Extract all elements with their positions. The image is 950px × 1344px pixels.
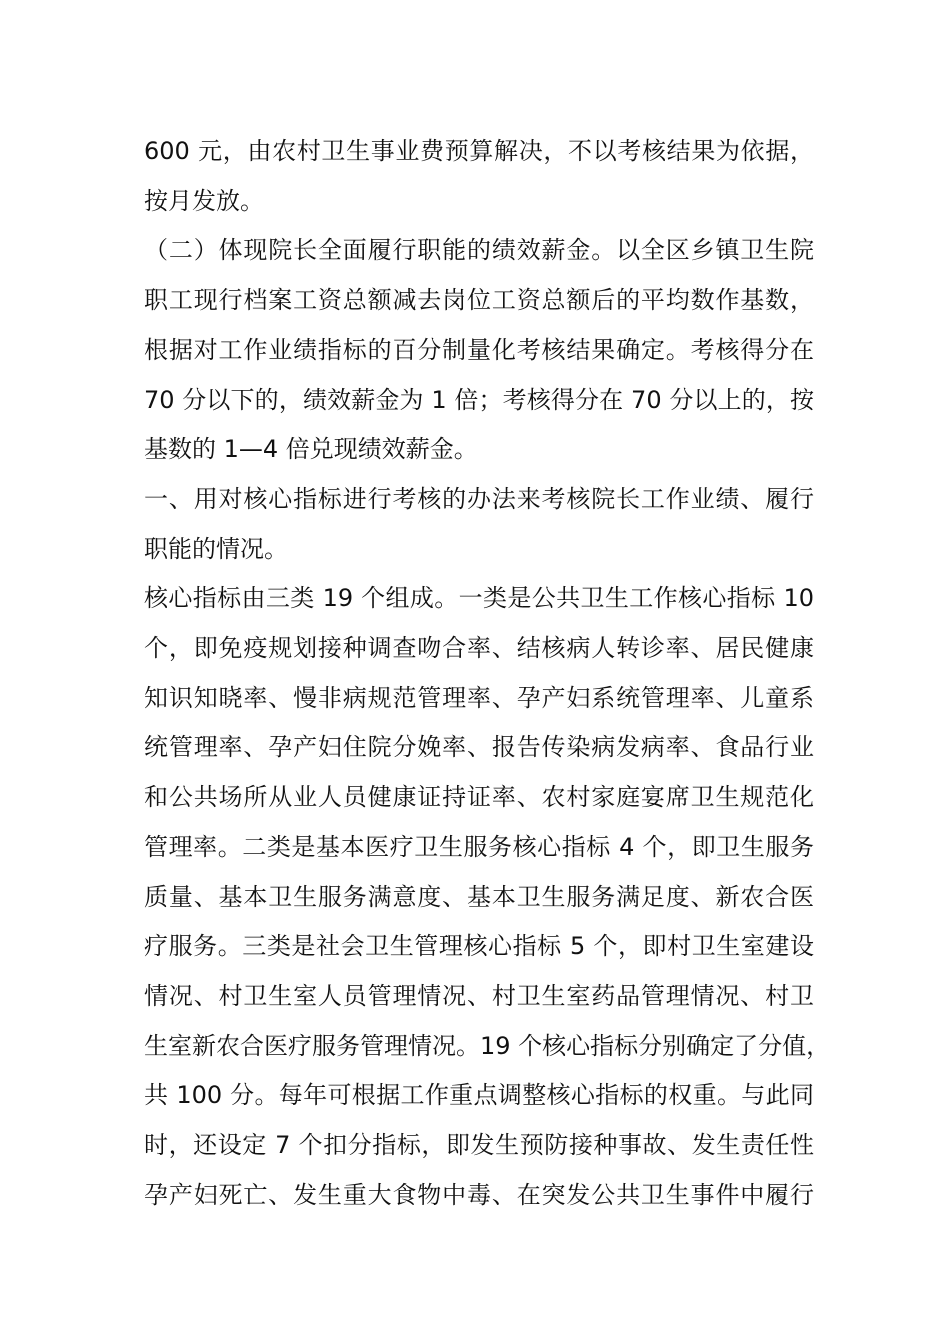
text-line: 时，还设定 7 个扣分指标，即发生预防接种事故、发生责任性 (144, 1131, 814, 1160)
text-line: 根据对工作业绩指标的百分制量化考核结果确定。考核得分在 (144, 335, 814, 364)
text-line: （二）体现院长全面履行职能的绩效薪金。以全区乡镇卫生院 (144, 236, 814, 265)
text-line: 一、用对核心指标进行考核的办法来考核院长工作业绩、履行 (144, 484, 814, 513)
text-line: 基数的 1—4 倍兑现绩效薪金。 (144, 435, 478, 464)
text-line: 质量、基本卫生服务满意度、基本卫生服务满足度、新农合医 (144, 882, 814, 911)
text-line: 和公共场所从业人员健康证持证率、农村家庭宴席卫生规范化 (144, 783, 814, 812)
body-text (144, 127, 831, 1220)
text-line: 职能的情况。 (144, 534, 288, 563)
text-line: 70 分以下的，绩效薪金为 1 倍；考核得分在 70 分以上的，按 (144, 385, 814, 414)
text-line: 600 元，由农村卫生事业费预算解决，不以考核结果为依据， (144, 137, 814, 165)
text-line: 情况、村卫生室人员管理情况、村卫生室药品管理情况、村卫 (144, 981, 814, 1010)
text-line: 统管理率、孕产妇住院分娩率、报告传染病发病率、食品行业 (144, 733, 814, 762)
text-line: 个，即免疫规划接种调查吻合率、结核病人转诊率、居民健康 (144, 634, 814, 663)
text-line: 生室新农合医疗服务管理情况。19 个核心指标分别确定了分值， (144, 1031, 831, 1060)
text-line: 知识知晓率、慢非病规范管理率、孕产妇系统管理率、儿童系 (144, 683, 814, 712)
text-line: 疗服务。三类是社会卫生管理核心指标 5 个，即村卫生室建设 (144, 932, 814, 961)
text-line: 核心指标由三类 19 个组成。一类是公共卫生工作核心指标 10 (144, 584, 814, 613)
text-line: 管理率。二类是基本医疗卫生服务核心指标 4 个，即卫生服务 (144, 832, 814, 861)
text-line: 共 100 分。每年可根据工作重点调整核心指标的权重。与此同 (144, 1081, 814, 1110)
text-line: 孕产妇死亡、发生重大食物中毒、在突发公共卫生事件中履行 (144, 1180, 814, 1209)
text-line: 按月发放。 (144, 186, 264, 215)
text-line: 职工现行档案工资总额减去岗位工资总额后的平均数作基数， (144, 286, 814, 315)
